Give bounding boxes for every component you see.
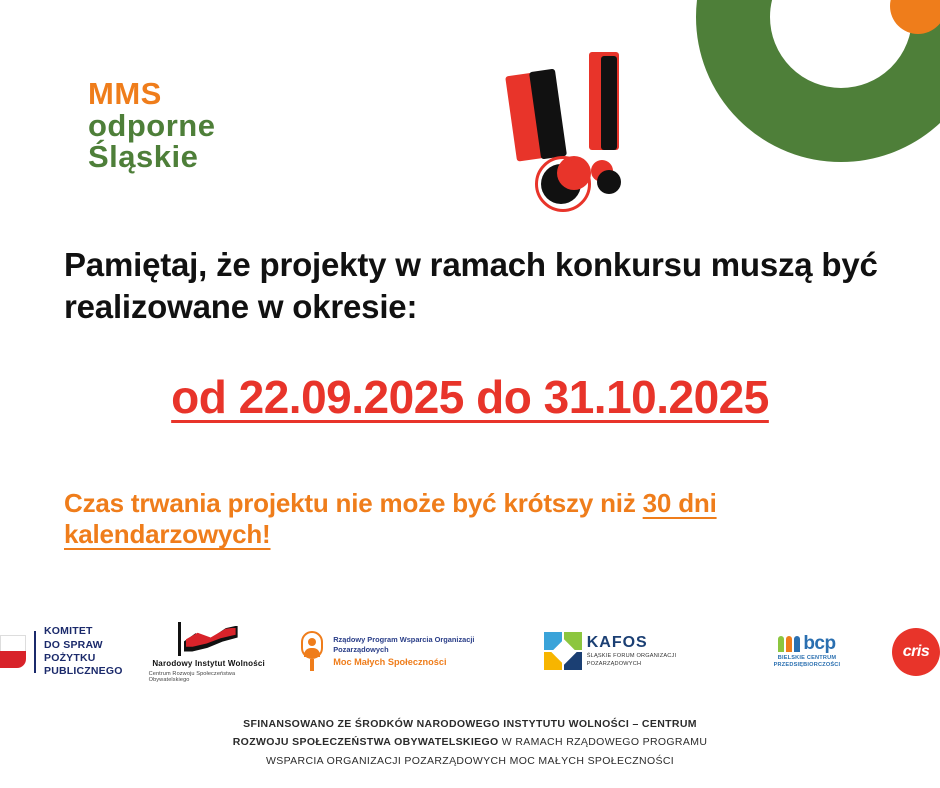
funding-line-2-strong: ROZWOJU SPOŁECZEŃSTWA OBYWATELSKIEGO	[232, 736, 499, 749]
polish-flag-icon	[0, 635, 26, 669]
orange-circle-shape	[890, 0, 940, 34]
kpp-line-2: DO SPRAW	[44, 638, 103, 651]
exclamation-mark-illustration	[505, 52, 645, 217]
cris-title: cris	[902, 643, 930, 660]
kpp-line-4: PUBLICZNEGO	[44, 665, 123, 678]
bcp-title: bcp	[803, 632, 836, 654]
minimum-duration-note	[64, 488, 894, 550]
minimum-duration-note-prefix: Czas trwania projektu nie może być krótszy niż	[64, 488, 643, 518]
people-icon	[778, 636, 800, 652]
logo-cris	[892, 621, 940, 683]
logo-bcp	[748, 621, 866, 683]
decorative-shapes	[610, 0, 940, 250]
funding-line-1: SFINANSOWANO ZE ŚRODKÓW NARODOWEGO INSTYTUTU WOLNOŚCI – CENTRUM	[243, 718, 697, 730]
project-period-dates: od 22.09.2025 do 31.10.2025	[171, 371, 769, 423]
brand-line-mms: MMS	[88, 76, 162, 111]
niw-emblem-icon	[178, 622, 240, 656]
kafos-title: KAFOS	[586, 634, 648, 652]
niw-title: Narodowy Instytut Wolności	[152, 658, 265, 668]
green-ring-shape	[696, 0, 940, 162]
logo-narodowy-instytut-wolnosci	[149, 621, 269, 683]
minimum-duration-note-highlight: 30 dni kalendarzowych!	[64, 488, 717, 549]
brand-line-odporne: odporne	[88, 107, 216, 143]
kafos-mark-icon	[544, 632, 581, 672]
sponsor-logos-row	[0, 612, 940, 692]
bcp-subtitle: BIELSKIE CENTRUM PRZEDSIĘBIORCZOŚCI	[773, 654, 841, 669]
logo-komitet-do-spraw-pozytku-publicznego	[0, 621, 123, 683]
logo-kafos	[544, 621, 722, 683]
funding-statement	[0, 715, 940, 770]
logo-moc-malych-spolecznosci	[295, 621, 518, 683]
brand-line-slaskie: Śląskie	[88, 139, 199, 175]
divider	[34, 631, 36, 673]
person-pin-icon	[295, 631, 327, 673]
funding-line-2-rest: W RAMACH RZĄDOWEGO PROGRAMU	[498, 736, 708, 749]
niw-subtitle: Centrum Rozwoju Społeczeństwa Obywatelskiego	[148, 670, 236, 683]
cris-circle-badge	[892, 628, 940, 676]
mms-program-title: Rządowy Program Wsparcia Organizacji Pozarządowych	[333, 635, 475, 654]
kafos-subtitle: ŚLĄSKIE FORUM ORGANIZACJI POZARZĄDOWYCH	[586, 653, 677, 667]
kpp-line-3: POŻYTKU	[44, 652, 96, 664]
brand-logotype	[88, 78, 216, 173]
project-period-wrapper	[0, 370, 940, 424]
funding-line-3: WSPARCIA ORGANIZACJI POZARZĄDOWYCH MOC MAŁYCH SPOŁECZNOŚCI	[265, 754, 675, 767]
lead-paragraph: Pamiętaj, że projekty w ramach konkursu muszą być realizowane w okresie:	[64, 246, 878, 326]
mms-program-subtitle: Moc Małych Społeczności	[333, 657, 447, 668]
kpp-line-1: KOMITET	[44, 625, 93, 638]
